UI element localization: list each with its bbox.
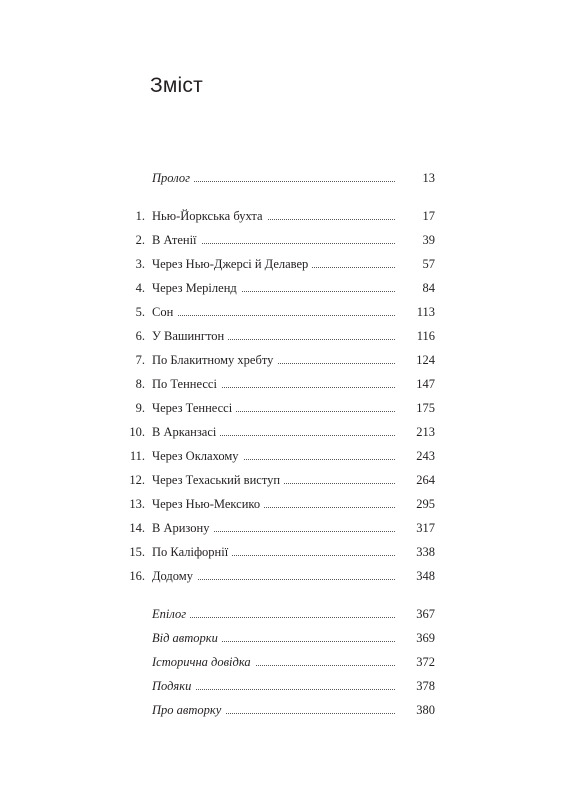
toc-entry-number: 11. bbox=[129, 449, 145, 463]
toc-entry-title: Через Нью-Мексико bbox=[152, 494, 264, 514]
toc-entry-title: По Теннессі bbox=[152, 374, 221, 394]
toc-entry bbox=[110, 470, 435, 490]
toc-entry-number: 3. bbox=[135, 257, 145, 271]
toc-entry-page-number: 317 bbox=[397, 518, 435, 538]
toc-entry-number: 9. bbox=[135, 401, 145, 415]
toc-entry-page-number: 348 bbox=[397, 566, 435, 586]
toc-entry bbox=[110, 302, 435, 322]
toc-entry-number: 7. bbox=[135, 353, 145, 367]
toc-entry-page-number: 13 bbox=[397, 168, 435, 188]
toc-entry bbox=[110, 604, 435, 624]
toc-entry bbox=[110, 206, 435, 226]
toc-entry-title: Через Теннессі bbox=[152, 398, 236, 418]
toc-entry bbox=[110, 446, 435, 466]
toc-entry-title: В Атенії bbox=[152, 230, 201, 250]
toc-entry-title: Нью-Йоркська бухта bbox=[152, 206, 267, 226]
toc-entry bbox=[110, 254, 435, 274]
toc-entry bbox=[110, 278, 435, 298]
toc-entry-title: Сон bbox=[152, 302, 177, 322]
toc-entry-page-number: 367 bbox=[397, 604, 435, 624]
toc-entry bbox=[110, 566, 435, 586]
toc-entry-title: Історична довідка bbox=[152, 652, 255, 672]
toc-entry-title: Через Нью-Джерсі й Делавер bbox=[152, 254, 312, 274]
toc-entry-number: 2. bbox=[135, 233, 145, 247]
toc-entry-page-number: 124 bbox=[397, 350, 435, 370]
toc-entry bbox=[110, 350, 435, 370]
toc-entry bbox=[110, 398, 435, 418]
toc-entry bbox=[110, 230, 435, 250]
toc-entry-title: Через Меріленд bbox=[152, 278, 241, 298]
toc-entry bbox=[110, 700, 435, 720]
toc-entry-page-number: 113 bbox=[397, 302, 435, 322]
toc-entry-page-number: 39 bbox=[397, 230, 435, 250]
toc-entry-number: 10. bbox=[129, 425, 145, 439]
toc-entry-title: Через Техаський виступ bbox=[152, 470, 284, 490]
toc-entry bbox=[110, 494, 435, 514]
toc-entry-number: 5. bbox=[135, 305, 145, 319]
toc-entry-title: Пролог bbox=[152, 168, 194, 188]
toc-entry-title: По Блакитному хребту bbox=[152, 350, 277, 370]
toc-entry-title: В Арканзасі bbox=[152, 422, 220, 442]
toc-entry-page-number: 369 bbox=[397, 628, 435, 648]
toc-entry bbox=[110, 518, 435, 538]
toc-entry-page-number: 338 bbox=[397, 542, 435, 562]
toc-entry-number: 1. bbox=[135, 209, 145, 223]
toc-entry-title: Епілог bbox=[152, 604, 190, 624]
dot-leader bbox=[152, 315, 395, 316]
toc-entry-page-number: 372 bbox=[397, 652, 435, 672]
toc-entry-number: 16. bbox=[129, 569, 145, 583]
toc-entry-number: 8. bbox=[135, 377, 145, 391]
toc-entry-page-number: 17 bbox=[397, 206, 435, 226]
toc-entry-page-number: 84 bbox=[397, 278, 435, 298]
toc-entry-page-number: 147 bbox=[397, 374, 435, 394]
toc-entry-title: Подяки bbox=[152, 676, 195, 696]
toc-entry-page-number: 380 bbox=[397, 700, 435, 720]
toc-entry-number: 14. bbox=[129, 521, 145, 535]
toc-entry bbox=[110, 326, 435, 346]
toc-entry bbox=[110, 628, 435, 648]
toc-entry-title: В Аризону bbox=[152, 518, 213, 538]
toc-entry-page-number: 116 bbox=[397, 326, 435, 346]
toc-entry-page-number: 57 bbox=[397, 254, 435, 274]
toc-entry-page-number: 213 bbox=[397, 422, 435, 442]
toc-entry bbox=[110, 676, 435, 696]
toc-entry-page-number: 175 bbox=[397, 398, 435, 418]
toc-entry bbox=[110, 542, 435, 562]
toc-entry-number: 4. bbox=[135, 281, 145, 295]
toc-entry bbox=[110, 374, 435, 394]
toc-entry-number: 15. bbox=[129, 545, 145, 559]
toc-entry-title: Від авторки bbox=[152, 628, 222, 648]
toc-entry-number: 13. bbox=[129, 497, 145, 511]
toc-entry-page-number: 264 bbox=[397, 470, 435, 490]
toc-entry-number: 12. bbox=[129, 473, 145, 487]
toc-entry-page-number: 243 bbox=[397, 446, 435, 466]
toc-entry bbox=[110, 422, 435, 442]
toc-entry-number: 6. bbox=[135, 329, 145, 343]
toc-entry-title: Про авторку bbox=[152, 700, 225, 720]
toc-entry-page-number: 378 bbox=[397, 676, 435, 696]
toc-entry-title: Через Оклахому bbox=[152, 446, 243, 466]
page-title: Зміст bbox=[150, 74, 203, 97]
toc-entry bbox=[110, 168, 435, 188]
toc-entry-title: По Каліфорнії bbox=[152, 542, 232, 562]
toc-entry-title: У Вашингтон bbox=[152, 326, 228, 346]
toc-entry bbox=[110, 652, 435, 672]
toc-entry-page-number: 295 bbox=[397, 494, 435, 514]
toc-entry-title: Додому bbox=[152, 566, 197, 586]
